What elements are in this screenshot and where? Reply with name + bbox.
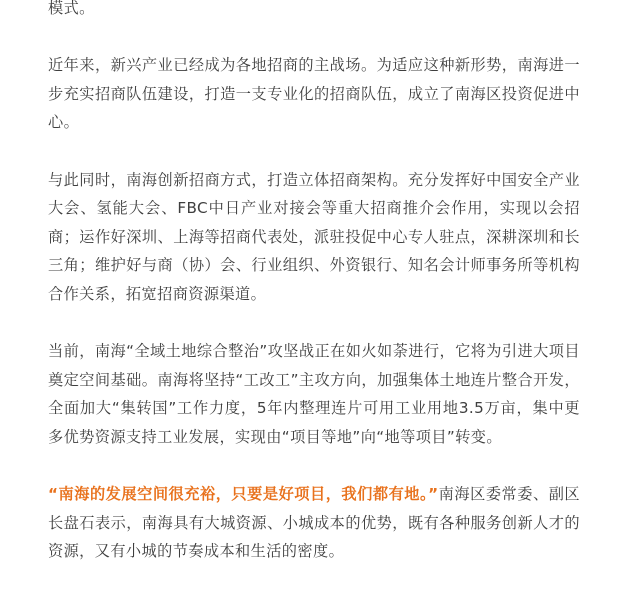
article-body [48,0,580,594]
paragraph-4 [48,480,580,566]
paragraph-3: 当前，南海“全域土地综合整治”攻坚战正在如火如荼进行，它将为引进大项目奠定空间基础。南海将坚持“工改工”主攻方向，加强集体土地连片整合开发，全面加大“集转国”工作力度，5年内整理连片可用工业用地3.5万亩，集中更多优势资源支持工业发展，实现由“项目等地”向“地等项目”转变。 [48,342,580,446]
paragraph-4-text: 南海区委常委、副区长盘石表示，南海具有大城资源、小城成本的优势，既有各种服务创新人才的资源，又有小城的节奏成本和生活的密度。 [48,485,580,561]
paragraph-2: 与此同时，南海创新招商方式，打造立体招商架构。充分发挥好中国安全产业大会、氢能大会、FBC中日产业对接会等重大招商推介会作用，实现以会招商；运作好深圳、上海等招商代表处，派驻投促中心专人驻点，深耕深圳和长三角；维护好与商（协）会、行业组织、外资银行、知名会计师事务所等机构合作关系，拓宽招商资源渠道。 [48,170,580,303]
highlighted-quote: “南海的发展空间很充裕，只要是好项目，我们都有地。” [48,485,439,504]
paragraph-1: 近年来，新兴产业已经成为各地招商的主战场。为适应这种新形势，南海进一步充实招商队伍建设，打造一支专业化的招商队伍，成立了南海区投资促进中心。 [48,56,580,132]
paragraph-0: 模式。 [48,0,95,17]
